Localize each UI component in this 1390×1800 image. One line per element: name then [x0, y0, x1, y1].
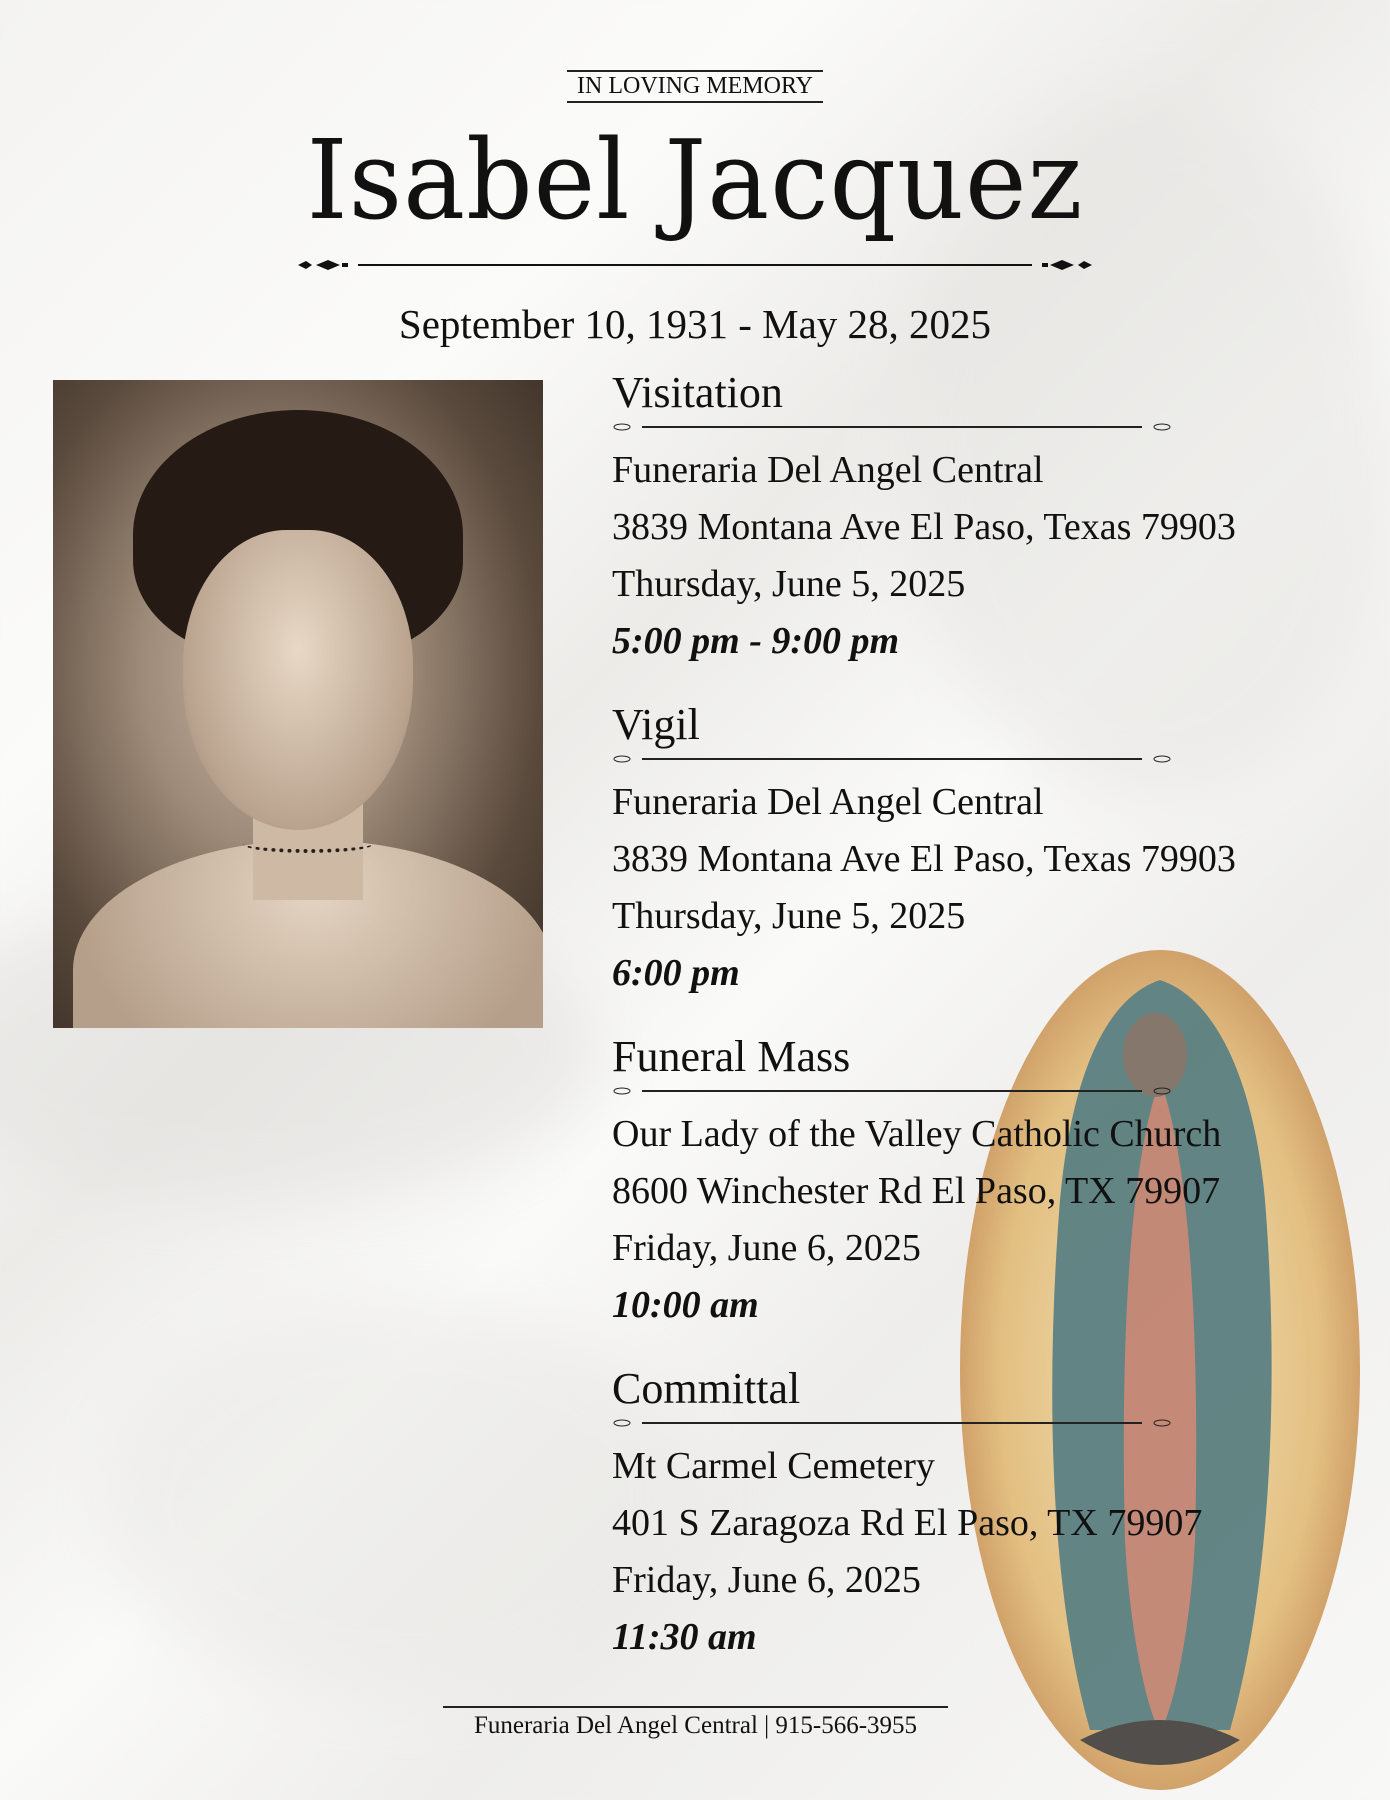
event-date: Friday, June 6, 2025 [612, 1227, 921, 1269]
event-address: 3839 Montana Ave El Paso, Texas 79903 [612, 838, 1236, 880]
event-venue: Mt Carmel Cemetery [612, 1445, 935, 1487]
event-venue: Funeraria Del Angel Central [612, 781, 1044, 823]
event-address: 3839 Montana Ave El Paso, Texas 79903 [612, 506, 1236, 548]
event-vigil [612, 700, 1332, 1032]
event-time: 5:00 pm - 9:00 pm [612, 620, 900, 662]
event-time: 6:00 pm [612, 952, 740, 994]
life-dates: September 10, 1931 - May 28, 2025 [398, 301, 992, 347]
footer-contact: Funeraria Del Angel Central | 915-566-3955 [443, 1706, 948, 1740]
overline-text: IN LOVING MEMORY [567, 70, 823, 103]
event-title: Funeral Mass [612, 1032, 851, 1081]
event-committal [612, 1364, 1332, 1696]
event-time: 10:00 am [612, 1284, 759, 1326]
event-title: Committal [612, 1364, 801, 1413]
section-divider [612, 754, 1172, 764]
event-title: Visitation [612, 368, 783, 417]
service-events [612, 368, 1332, 1696]
overline [0, 70, 1390, 103]
section-divider [612, 1418, 1172, 1428]
event-title: Vigil [612, 700, 700, 749]
event-visitation [612, 368, 1332, 700]
event-date: Thursday, June 5, 2025 [612, 895, 966, 937]
event-venue: Our Lady of the Valley Catholic Church [612, 1113, 1222, 1155]
portrait-photo [53, 380, 543, 1028]
event-time: 11:30 am [612, 1616, 757, 1658]
event-date: Friday, June 6, 2025 [612, 1559, 921, 1601]
fabric-fold [100, 1300, 700, 1700]
event-venue: Funeraria Del Angel Central [612, 449, 1044, 491]
section-divider [612, 422, 1172, 432]
event-funeral-mass [612, 1032, 1332, 1364]
section-divider [612, 1086, 1172, 1096]
deceased-name: Isabel Jacquez [306, 115, 1084, 245]
event-address: 401 S Zaragoza Rd El Paso, TX 79907 [612, 1502, 1203, 1544]
ornamental-divider [298, 258, 1092, 272]
event-date: Thursday, June 5, 2025 [612, 563, 966, 605]
event-address: 8600 Winchester Rd El Paso, TX 79907 [612, 1170, 1221, 1212]
